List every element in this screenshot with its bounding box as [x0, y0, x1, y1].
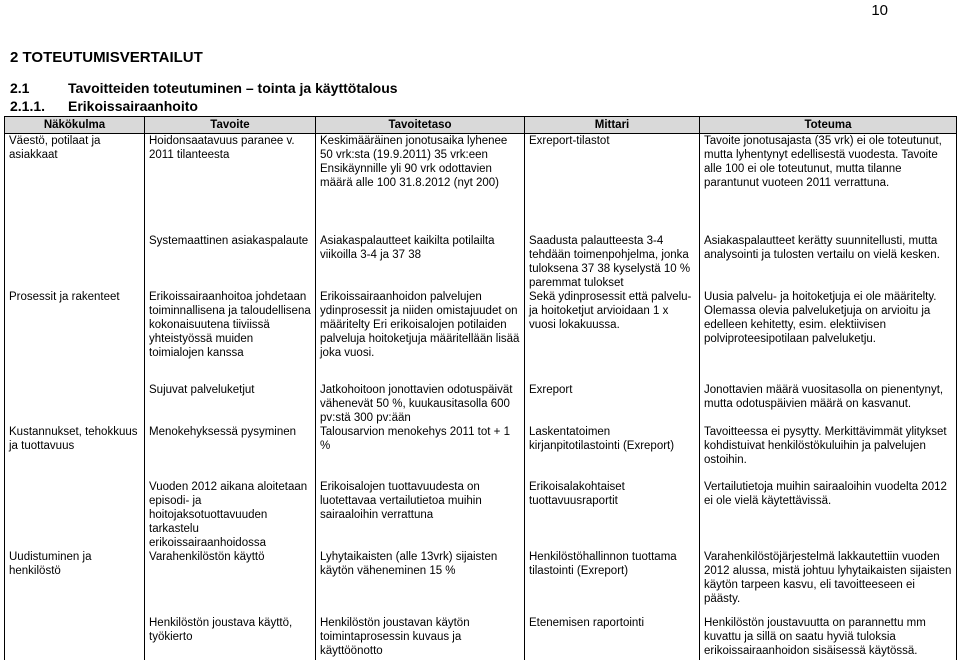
cell-toteuma: Varahenkilöstöjärjestelmä lakkautettiin vuoden 2012 alussa, mistä johtuu lyhytaikaisten sijaisten käytön tarpeen kasvu, eli tavoitteeseen ei päästy. [700, 550, 957, 616]
header-mittari: Mittari [525, 117, 700, 134]
cell-mittari: Sekä ydinprosessit että palvelu- ja hoitoketjut arvioidaan 1 x vuosi lokakuussa. [525, 290, 700, 383]
section-number: 2.1 [10, 80, 30, 96]
heading-subsection [10, 98, 198, 114]
table-row [5, 134, 957, 234]
cell-taso: Keskimääräinen jonotusaika lyhenee 50 vrk:sta (19.9.2011) 35 vrk:een Ensikäynnille yli 90 vrk odottavien määrä alle 100 31.8.2012 (nyt 200) [316, 134, 525, 234]
cell-taso: Jatkohoitoon jonottavien odotuspäivät vähenevät 50 %, kuukausitasolla 600 pv:stä 300 pv:ään [316, 383, 525, 425]
cell-toteuma: Uusia palvelu- ja hoitoketjuja ei ole määritelty. Olemassa olevia palveluketjuja on arvioitu ja edelleen kehitetty, esim. elektiivisen polviproteesipotilaan palveluketju. [700, 290, 957, 383]
cell-tavoite: Menokehyksessä pysyminen [145, 425, 316, 480]
cell-nakokulma: Väestö, potilaat ja asiakkaat [5, 134, 145, 234]
cell-nakokulma: Uudistuminen ja henkilöstö [5, 550, 145, 616]
cell-toteuma: Vertailutietoja muihin sairaaloihin vuodelta 2012 ei ole vielä käytettävissä. [700, 480, 957, 550]
cell-tavoite: Hoidonsaatavuus paranee v. 2011 tilanteesta [145, 134, 316, 234]
table-row [5, 480, 957, 550]
cell-mittari: Etenemisen raportointi [525, 616, 700, 660]
cell-nakokulma: Prosessit ja rakenteet [5, 290, 145, 383]
cell-nakokulma: Kustannukset, tehokkuus ja tuottavuus [5, 425, 145, 480]
cell-taso: Asiakaspalautteet kaikilta potilailta viikoilla 3-4 ja 37 38 [316, 234, 525, 290]
cell-mittari: Exreport [525, 383, 700, 425]
cell-mittari: Exreport-tilastot [525, 134, 700, 234]
header-toteuma: Toteuma [700, 117, 957, 134]
cell-taso: Erikoisalojen tuottavuudesta on luotettavaa vertailutietoa muihin sairaaloihin verrattuna [316, 480, 525, 550]
header-tavoite: Tavoite [145, 117, 316, 134]
table-row [5, 234, 957, 290]
table-row [5, 425, 957, 480]
page-number: 10 [871, 2, 888, 19]
cell-toteuma: Henkilöstön joustavuutta on parannettu mm kuvattu ja sillä on saatu hyviä tuloksia erikoissairaanhoidon sisäisessä käytössä. [700, 616, 957, 660]
heading-chapter: 2 TOTEUTUMISVERTAILUT [10, 49, 203, 66]
subsection-title: Erikoissairaanhoito [68, 98, 198, 114]
cell-toteuma: Tavoitteessa ei pysytty. Merkittävimmät ylitykset kohdistuivat henkilöstökuluihin ja palvelujen ostoihin. [700, 425, 957, 480]
cell-mittari: Henkilöstöhallinnon tuottama tilastointi (Exreport) [525, 550, 700, 616]
subsection-number: 2.1.1. [10, 98, 46, 114]
heading-section [10, 80, 398, 96]
table-row [5, 383, 957, 425]
cell-mittari: Erikoisalakohtaiset tuottavuusraportit [525, 480, 700, 550]
table-row [5, 616, 957, 660]
cell-tavoite: Sujuvat palveluketjut [145, 383, 316, 425]
cell-toteuma: Asiakaspalautteet kerätty suunnitellusti, mutta analysointi ja tulosten vertailu on vielä kesken. [700, 234, 957, 290]
cell-tavoite: Erikoissairaanhoitoa johdetaan toiminnallisena ja taloudellisena kokonaisuutena tiiviissä yhteistyössä muiden toimialojen kanssa [145, 290, 316, 383]
cell-taso: Lyhytaikaisten (alle 13vrk) sijaisten käytön väheneminen 15 % [316, 550, 525, 616]
table-row [5, 550, 957, 616]
cell-nakokulma [5, 234, 145, 290]
cell-mittari: Saadusta palautteesta 3-4 tehdään toimenpohjelma, jonka tuloksena 37 38 kyselystä 10 % paremmat tulokset [525, 234, 700, 290]
header-nakokulma: Näkökulma [5, 117, 145, 134]
cell-tavoite: Vuoden 2012 aikana aloitetaan episodi- ja hoitojaksotuottavuuden tarkastelu erikoissairaanhoidossa [145, 480, 316, 550]
cell-tavoite: Henkilöstön joustava käyttö, työkierto [145, 616, 316, 660]
cell-mittari: Laskentatoimen kirjanpitotilastointi (Exreport) [525, 425, 700, 480]
header-tavoitetaso: Tavoitetaso [316, 117, 525, 134]
table-row [5, 290, 957, 383]
comparison-table [4, 116, 957, 660]
cell-taso: Erikoissairaanhoidon palvelujen ydinprosessit ja niiden omistajuudet on määritelty Eri erikoisalojen potilaiden palveluja hoitoketjuja määritellään lisää joka vuosi. [316, 290, 525, 383]
cell-nakokulma [5, 383, 145, 425]
cell-nakokulma [5, 480, 145, 550]
cell-taso: Talousarvion menokehys 2011 tot + 1 % [316, 425, 525, 480]
cell-taso: Henkilöstön joustavan käytön toimintaprosessin kuvaus ja käyttöönotto [316, 616, 525, 660]
cell-nakokulma [5, 616, 145, 660]
cell-tavoite: Varahenkilöstön käyttö [145, 550, 316, 616]
cell-toteuma: Tavoite jonotusajasta (35 vrk) ei ole toteutunut, mutta lyhentynyt edellisestä vuodesta. Tavoite alle 100 ei ole toteutunut, mutta tilanne parantunut vuoteen 2011 verrattuna. [700, 134, 957, 234]
section-title: Tavoitteiden toteutuminen – tointa ja käyttötalous [68, 80, 398, 96]
table-header-row [5, 117, 957, 134]
cell-tavoite: Systemaattinen asiakaspalaute [145, 234, 316, 290]
cell-toteuma: Jonottavien määrä vuositasolla on pienentynyt, mutta odotuspäivien määrä on kasvanut. [700, 383, 957, 425]
